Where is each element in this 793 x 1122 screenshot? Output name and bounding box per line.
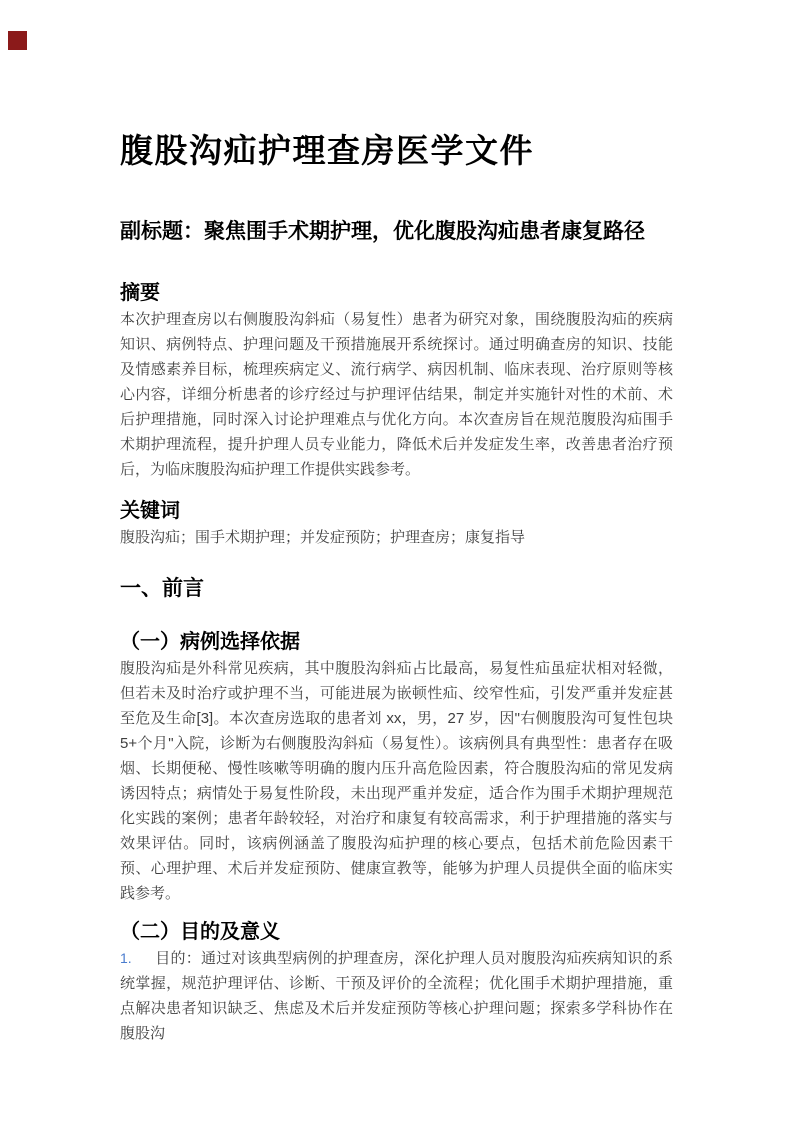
document-subtitle: 副标题：聚焦围手术期护理，优化腹股沟疝患者康复路径 bbox=[120, 220, 645, 243]
document-title: 腹股沟疝护理查房医学文件 bbox=[120, 132, 534, 169]
keywords-heading: 关键词 bbox=[120, 500, 180, 522]
ordered-list-item bbox=[120, 946, 673, 1046]
case-selection-paragraph: 腹股沟疝是外科常见疾病，其中腹股沟斜疝占比最高，易复性疝虽症状相对轻微，但若未及时治疗或护理不当，可能进展为嵌顿性疝、绞窄性疝，引发严重并发症甚至危及生命[3]。本次查房选取的患者刘 xx，男，27 岁，因"右侧腹股沟可复性包块 5+个月"入院，诊断为右侧腹股沟斜疝（易复性）。该病例具有典型性：患者存在吸烟、长期便秘、慢性咳嗽等明确的腹内压升高危险因素，符合腹股沟疝的常见发病诱因特点；病情处于易复性阶段，未出现严重并发症，适合作为围手术期护理规范化实践的案例；患者年龄较轻，对治疗和康复有较高需求，利于护理措施的落实与效果评估。同时，该病例涵盖了腹股沟疝护理的核心要点，包括术前危险因素干预、心理护理、术后并发症预防、健康宣教等，能够为护理人员提供全面的临床实践参考。 bbox=[120, 660, 673, 902]
list-item-text: 目的：通过对该典型病例的护理查房，深化护理人员对腹股沟疝疾病知识的系统掌握，规范护理评估、诊断、干预及评价的全流程；优化围手术期护理措施，重点解决患者知识缺乏、焦虑及术后并发症预防等核心护理问题；探索多学科协作在腹股沟 bbox=[120, 950, 673, 1042]
list-item-number: 1. bbox=[120, 950, 132, 966]
subsection-heading-case-selection: （一）病例选择依据 bbox=[120, 631, 300, 653]
abstract-paragraph: 本次护理查房以右侧腹股沟斜疝（易复性）患者为研究对象，围绕腹股沟疝的疾病知识、病例特点、护理问题及干预措施展开系统探讨。通过明确查房的知识、技能及情感素养目标，梳理疾病定义、流行病学、病因机制、临床表现、治疗原则等核心内容，详细分析患者的诊疗经过与护理评估结果，制定并实施针对性的术前、术后护理措施，同时深入讨论护理难点与优化方向。本次查房旨在规范腹股沟疝围手术期护理流程，提升护理人员专业能力，降低术后并发症发生率，改善患者治疗预后，为临床腹股沟疝护理工作提供实践参考。 bbox=[120, 311, 673, 478]
subsection-heading-purpose: （二）目的及意义 bbox=[120, 921, 280, 943]
section-heading-foreword: 一、前言 bbox=[120, 577, 204, 600]
red-page-marker bbox=[8, 31, 27, 50]
keywords-line: 腹股沟疝；围手术期护理；并发症预防；护理查房；康复指导 bbox=[120, 529, 526, 546]
abstract-heading: 摘要 bbox=[120, 282, 160, 304]
